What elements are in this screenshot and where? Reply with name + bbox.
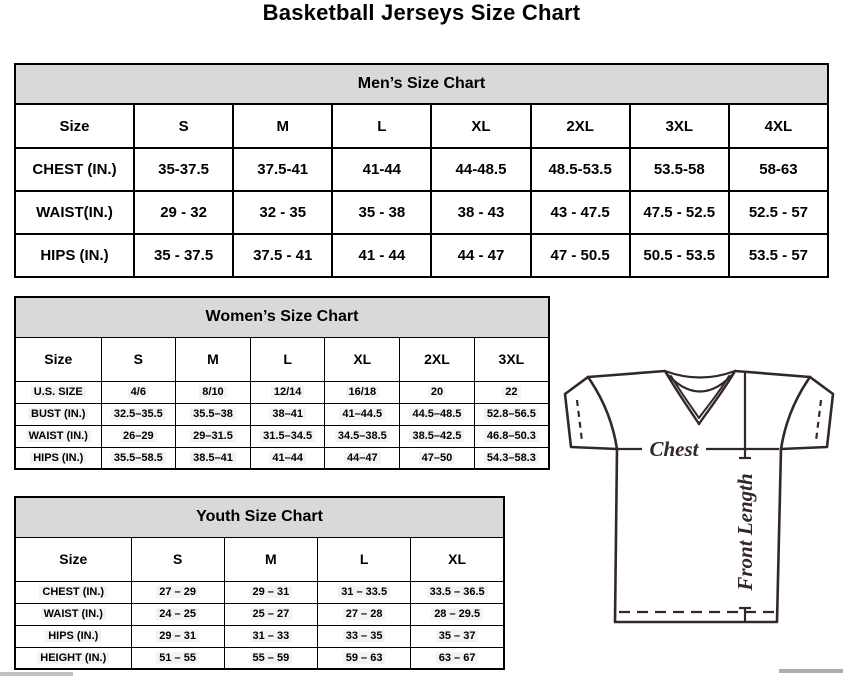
value-cell: [176, 381, 251, 403]
value-text: 29 – 31: [156, 630, 199, 642]
row-label: [15, 403, 101, 425]
row-label-text: CHEST (IN.): [39, 586, 107, 598]
row-label: [15, 625, 131, 647]
row-label: [15, 647, 131, 669]
table-row: [15, 625, 504, 647]
value-cell: 44-48.5: [431, 148, 530, 191]
column-header: Size: [15, 337, 101, 381]
value-text: 31 – 33: [250, 630, 293, 642]
column-header: Size: [15, 537, 131, 581]
value-cell: [474, 425, 549, 447]
column-header: XL: [431, 104, 530, 148]
value-cell: 47 - 50.5: [531, 234, 630, 277]
value-text: 44.5–48.5: [409, 408, 464, 420]
table-row: [15, 603, 504, 625]
value-text: 35 – 37: [436, 630, 479, 642]
value-text: 29 – 31: [250, 586, 293, 598]
table-title-row: [15, 497, 504, 537]
column-header: M: [224, 537, 317, 581]
value-cell: [176, 403, 251, 425]
row-label-text: HEIGHT (IN.): [37, 652, 109, 664]
value-text: 34.5–38.5: [335, 430, 390, 442]
column-header: 2XL: [400, 337, 475, 381]
table-title-row: [15, 64, 828, 104]
value-cell: 48.5-53.5: [531, 148, 630, 191]
value-cell: [101, 381, 176, 403]
value-cell: 35 - 38: [332, 191, 431, 234]
value-text: 38–41: [269, 408, 306, 420]
value-cell: [400, 447, 475, 469]
value-text: 25 – 27: [250, 608, 293, 620]
column-header: 3XL: [630, 104, 729, 148]
value-cell: [400, 425, 475, 447]
table-header-row: [15, 537, 504, 581]
page-title: Basketball Jerseys Size Chart: [262, 0, 581, 25]
value-cell: [411, 603, 504, 625]
value-text: 22: [502, 386, 520, 398]
value-cell: 35-37.5: [134, 148, 233, 191]
value-text: 31 – 33.5: [338, 586, 390, 598]
horizontal-scrollbar-fragment-right[interactable]: [779, 669, 843, 673]
value-text: 12/14: [271, 386, 305, 398]
table-row: [15, 148, 828, 191]
row-label: [15, 425, 101, 447]
chest-label: Chest: [649, 437, 699, 461]
value-cell: 58-63: [729, 148, 828, 191]
value-cell: [325, 381, 400, 403]
value-cell: [474, 381, 549, 403]
table-row: [15, 425, 549, 447]
value-text: 44–47: [344, 452, 381, 464]
column-header: 3XL: [474, 337, 549, 381]
value-text: 35.5–58.5: [111, 452, 166, 464]
value-cell: [224, 647, 317, 669]
value-text: 59 – 63: [343, 652, 386, 664]
table-title: Youth Size Chart: [15, 497, 504, 537]
value-text: 38.5–41: [190, 452, 236, 464]
value-text: 29–31.5: [190, 430, 236, 442]
value-cell: [250, 403, 325, 425]
table-row: [15, 191, 828, 234]
value-cell: [411, 647, 504, 669]
value-cell: 37.5 - 41: [233, 234, 332, 277]
table-header-row: [15, 337, 549, 381]
value-text: 41–44: [269, 452, 306, 464]
value-text: 20: [428, 386, 446, 398]
value-cell: [318, 647, 411, 669]
table-row: [15, 647, 504, 669]
value-text: 24 – 25: [156, 608, 199, 620]
column-header: L: [332, 104, 431, 148]
row-label: [15, 603, 131, 625]
table-row: [15, 403, 549, 425]
value-text: 63 – 67: [436, 652, 479, 664]
value-text: 28 – 29.5: [431, 608, 483, 620]
table-title: Women’s Size Chart: [15, 297, 549, 337]
value-text: 51 – 55: [156, 652, 199, 664]
row-label: [15, 447, 101, 469]
jersey-measurement-diagram: [555, 360, 843, 650]
value-cell: [250, 447, 325, 469]
value-cell: [101, 425, 176, 447]
youth-size-chart-table: [14, 496, 505, 670]
value-cell: 53.5 - 57: [729, 234, 828, 277]
row-label: [15, 581, 131, 603]
value-text: 47–50: [419, 452, 456, 464]
value-text: 27 – 29: [156, 586, 199, 598]
table-row: [15, 234, 828, 277]
row-label-text: WAIST (IN.): [26, 430, 91, 442]
value-cell: [224, 625, 317, 647]
column-header: M: [233, 104, 332, 148]
value-cell: [318, 603, 411, 625]
column-header: 4XL: [729, 104, 828, 148]
value-cell: [474, 447, 549, 469]
value-cell: 41 - 44: [332, 234, 431, 277]
value-cell: [411, 581, 504, 603]
value-text: 31.5–34.5: [260, 430, 315, 442]
value-cell: [101, 403, 176, 425]
value-text: 16/18: [346, 386, 380, 398]
row-label: HIPS (IN.): [15, 234, 134, 277]
table-title: Men’s Size Chart: [15, 64, 828, 104]
value-text: 38.5–42.5: [409, 430, 464, 442]
value-cell: 37.5-41: [233, 148, 332, 191]
value-cell: [224, 603, 317, 625]
table-row: [15, 447, 549, 469]
column-header: 2XL: [531, 104, 630, 148]
row-label-text: HIPS (IN.): [30, 452, 86, 464]
column-header: S: [134, 104, 233, 148]
row-label: [15, 381, 101, 403]
value-cell: [176, 425, 251, 447]
value-text: 35.5–38: [190, 408, 236, 420]
value-cell: [176, 447, 251, 469]
value-cell: 41-44: [332, 148, 431, 191]
value-cell: [400, 403, 475, 425]
value-cell: [131, 625, 224, 647]
mens-size-chart-table: [14, 63, 829, 278]
jersey-outline-icon: [565, 371, 833, 622]
value-cell: [400, 381, 475, 403]
value-text: 41–44.5: [339, 408, 385, 420]
value-cell: [131, 603, 224, 625]
womens-size-chart-table: [14, 296, 550, 470]
value-cell: 47.5 - 52.5: [630, 191, 729, 234]
value-cell: [131, 581, 224, 603]
row-label: CHEST (IN.): [15, 148, 134, 191]
row-label: WAIST(IN.): [15, 191, 134, 234]
column-header: S: [131, 537, 224, 581]
value-text: 52.8–56.5: [484, 408, 539, 420]
row-label-text: WAIST (IN.): [41, 608, 106, 620]
value-text: 27 – 28: [343, 608, 386, 620]
row-label-text: BUST (IN.): [28, 408, 88, 420]
value-text: 46.8–50.3: [484, 430, 539, 442]
value-cell: [325, 425, 400, 447]
column-header: XL: [411, 537, 504, 581]
value-cell: [318, 581, 411, 603]
value-cell: [250, 381, 325, 403]
value-text: 8/10: [199, 386, 226, 398]
row-label-text: HIPS (IN.): [45, 630, 101, 642]
value-cell: 35 - 37.5: [134, 234, 233, 277]
value-text: 32.5–35.5: [111, 408, 166, 420]
table-row: [15, 581, 504, 603]
front-length-label: Front Length: [733, 473, 757, 591]
row-label-text: U.S. SIZE: [31, 386, 86, 398]
table-row: [15, 381, 549, 403]
value-text: 55 – 59: [250, 652, 293, 664]
value-cell: 44 - 47: [431, 234, 530, 277]
value-cell: [411, 625, 504, 647]
column-header: L: [318, 537, 411, 581]
column-header: XL: [325, 337, 400, 381]
column-header: Size: [15, 104, 134, 148]
table-header-row: [15, 104, 828, 148]
value-cell: 52.5 - 57: [729, 191, 828, 234]
value-text: 4/6: [128, 386, 149, 398]
column-header: L: [250, 337, 325, 381]
value-cell: [474, 403, 549, 425]
table-title-row: [15, 297, 549, 337]
value-cell: 43 - 47.5: [531, 191, 630, 234]
value-cell: [325, 403, 400, 425]
horizontal-scrollbar-fragment-left[interactable]: [0, 672, 73, 676]
value-cell: [131, 647, 224, 669]
value-cell: [250, 425, 325, 447]
value-text: 26–29: [120, 430, 157, 442]
value-cell: [325, 447, 400, 469]
value-text: 33.5 – 36.5: [427, 586, 488, 598]
value-cell: 32 - 35: [233, 191, 332, 234]
value-cell: [224, 581, 317, 603]
value-cell: 53.5-58: [630, 148, 729, 191]
column-header: S: [101, 337, 176, 381]
value-cell: [101, 447, 176, 469]
value-text: 54.3–58.3: [484, 452, 539, 464]
column-header: M: [176, 337, 251, 381]
value-text: 33 – 35: [343, 630, 386, 642]
value-cell: 29 - 32: [134, 191, 233, 234]
value-cell: 38 - 43: [431, 191, 530, 234]
value-cell: [318, 625, 411, 647]
value-cell: 50.5 - 53.5: [630, 234, 729, 277]
